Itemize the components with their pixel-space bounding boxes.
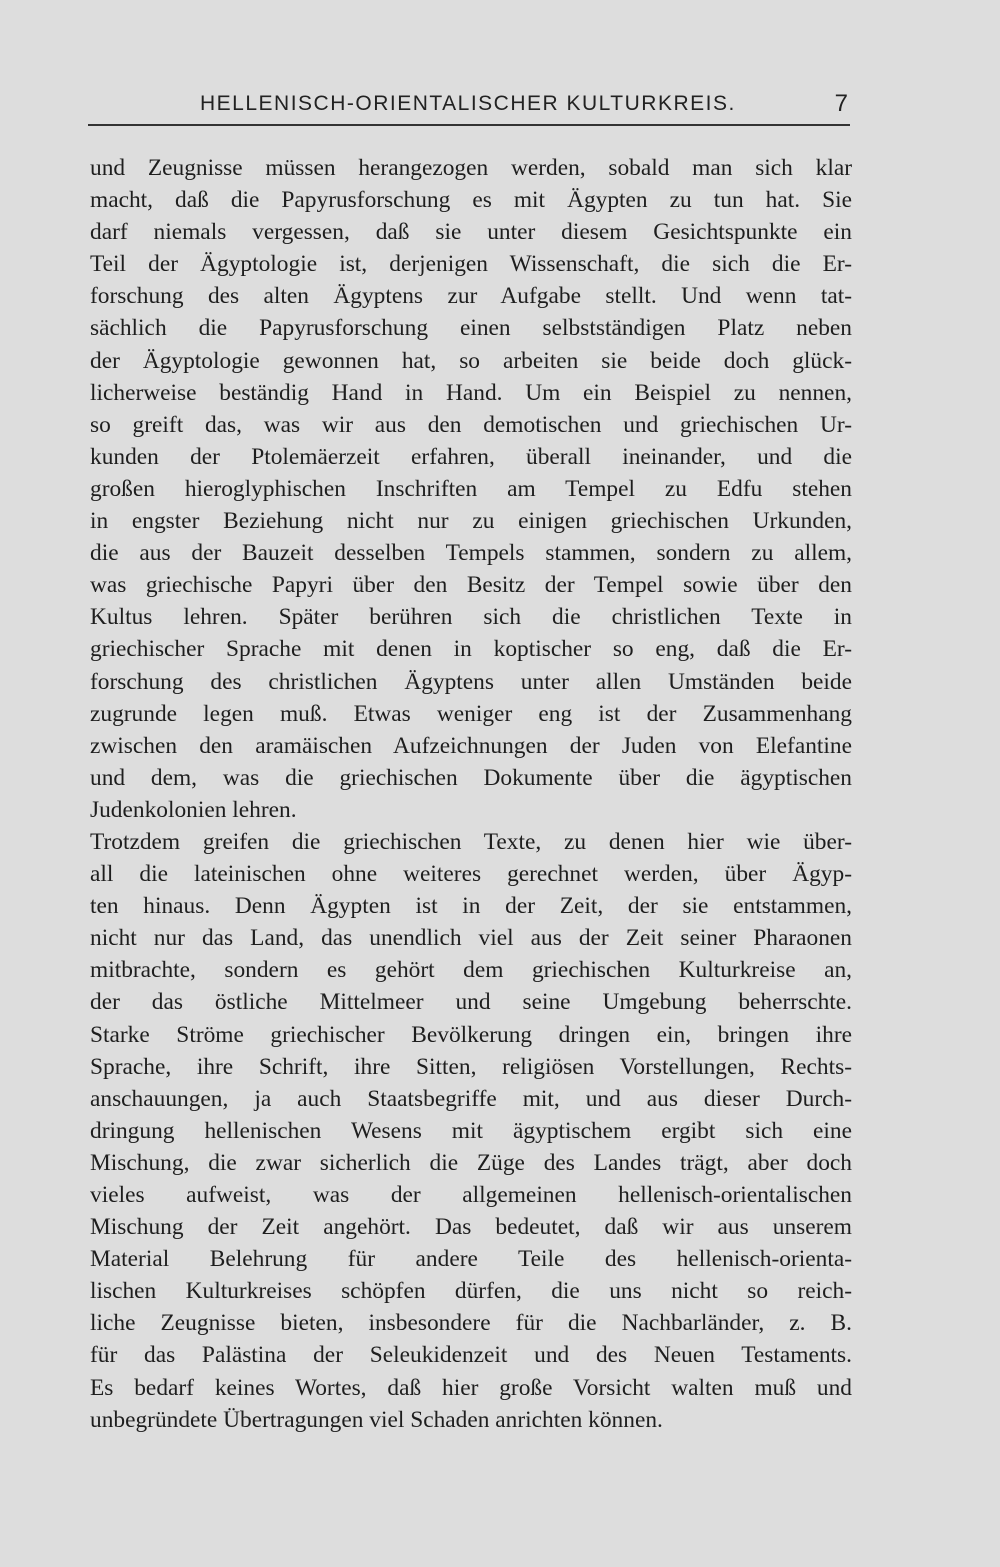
text-line: forschung des alten Ägyptens zur Aufgabe stellt. Und wenn tat-	[90, 283, 852, 310]
text-line: Es bedarf keines Wortes, daß hier große Vorsicht walten muß und	[90, 1374, 852, 1401]
text-line: in engster Beziehung nicht nur zu einigen griechischen Urkunden,	[90, 508, 852, 535]
text-line: der Ägyptologie gewonnen hat, so arbeiten sie beide doch glück-	[90, 347, 852, 374]
text-line: macht, daß die Papyrusforschung es mit Ägypten zu tun hat. Sie	[90, 187, 852, 214]
text-line: Teil der Ägyptologie ist, derjenigen Wissenschaft, die sich die Er-	[90, 251, 852, 278]
text-line: Mischung der Zeit angehört. Das bedeutet, daß wir aus unserem	[90, 1214, 852, 1241]
text-line: kunden der Ptolemäerzeit erfahren, überall ineinander, und die	[90, 443, 852, 470]
running-title: HELLENISCH-ORIENTALISCHER KULTURKREIS.	[200, 92, 736, 115]
text-line: der das östliche Mittelmeer und seine Umgebung beherrschte.	[90, 989, 852, 1016]
text-line: all die lateinischen ohne weiteres gerechnet werden, über Ägyp-	[90, 861, 852, 888]
text-line: und Zeugnisse müssen herangezogen werden, sobald man sich klar	[90, 155, 852, 181]
text-line: was griechische Papyri über den Besitz der Tempel sowie über den	[90, 572, 852, 599]
text-line: zugrunde legen muß. Etwas weniger eng ist der Zusammenhang	[90, 700, 852, 727]
text-line: forschung des christlichen Ägyptens unter allen Umständen beide	[90, 668, 852, 695]
text-line: die aus der Bauzeit desselben Tempels stammen, sondern zu allem,	[90, 540, 852, 567]
text-line: vieles aufweist, was der allgemeinen hellenisch-orientalischen	[90, 1182, 852, 1208]
text-line: sächlich die Papyrusforschung einen selbstständigen Platz neben	[90, 315, 852, 342]
text-line: darf niemals vergessen, daß sie unter diesem Gesichtspunkte ein	[90, 219, 852, 246]
text-line: Kultus lehren. Später berühren sich die christlichen Texte in	[90, 604, 852, 631]
text-line: mitbrachte, sondern es gehört dem griechischen Kulturkreise an,	[90, 957, 852, 984]
text-line: Sprache, ihre Schrift, ihre Sitten, religiösen Vorstellungen, Rechts-	[90, 1053, 852, 1080]
text-line: Mischung, die zwar sicherlich die Züge des Landes trägt, aber doch	[90, 1149, 852, 1176]
text-line: zwischen den aramäischen Aufzeichnungen der Juden von Elefantine	[90, 732, 852, 759]
text-line: griechischer Sprache mit denen in koptischer so eng, daß die Er-	[90, 636, 852, 663]
body-text	[90, 152, 852, 1436]
text-line: lischen Kulturkreises schöpfen dürfen, die uns nicht so reich-	[90, 1278, 852, 1305]
text-line: dringung hellenischen Wesens mit ägyptischem ergibt sich eine	[90, 1117, 852, 1144]
text-line: Material Belehrung für andere Teile des hellenisch-orienta-	[90, 1246, 852, 1273]
header-rule	[88, 124, 850, 126]
running-head	[200, 90, 848, 124]
text-line: großen hieroglyphischen Inschriften am Tempel zu Edfu stehen	[90, 475, 852, 502]
text-line: so greift das, was wir aus den demotischen und griechischen Ur-	[90, 411, 852, 438]
text-line: und dem, was die griechischen Dokumente über die ägyptischen	[90, 764, 852, 791]
text-line: Judenkolonien lehren.	[90, 796, 297, 823]
page-number: 7	[834, 90, 848, 117]
text-line: nicht nur das Land, das unendlich viel aus der Zeit seiner Pharaonen	[90, 925, 852, 952]
text-line: licherweise beständig Hand in Hand. Um ein Beispiel zu nennen,	[90, 379, 852, 406]
text-line: für das Palästina der Seleukidenzeit und des Neuen Testaments.	[90, 1342, 852, 1369]
text-line: ten hinaus. Denn Ägypten ist in der Zeit, der sie entstammen,	[90, 893, 852, 920]
text-line: liche Zeugnisse bieten, insbesondere für die Nachbarländer, z. B.	[90, 1310, 852, 1337]
text-line: unbegründete Übertragungen viel Schaden anrichten können.	[90, 1406, 663, 1433]
text-line: anschauungen, ja auch Staatsbegriffe mit, und aus dieser Durch-	[90, 1085, 852, 1112]
text-line: Starke Ströme griechischer Bevölkerung dringen ein, bringen ihre	[90, 1021, 852, 1048]
text-line: Trotzdem greifen die griechischen Texte, zu denen hier wie über-	[90, 828, 852, 855]
